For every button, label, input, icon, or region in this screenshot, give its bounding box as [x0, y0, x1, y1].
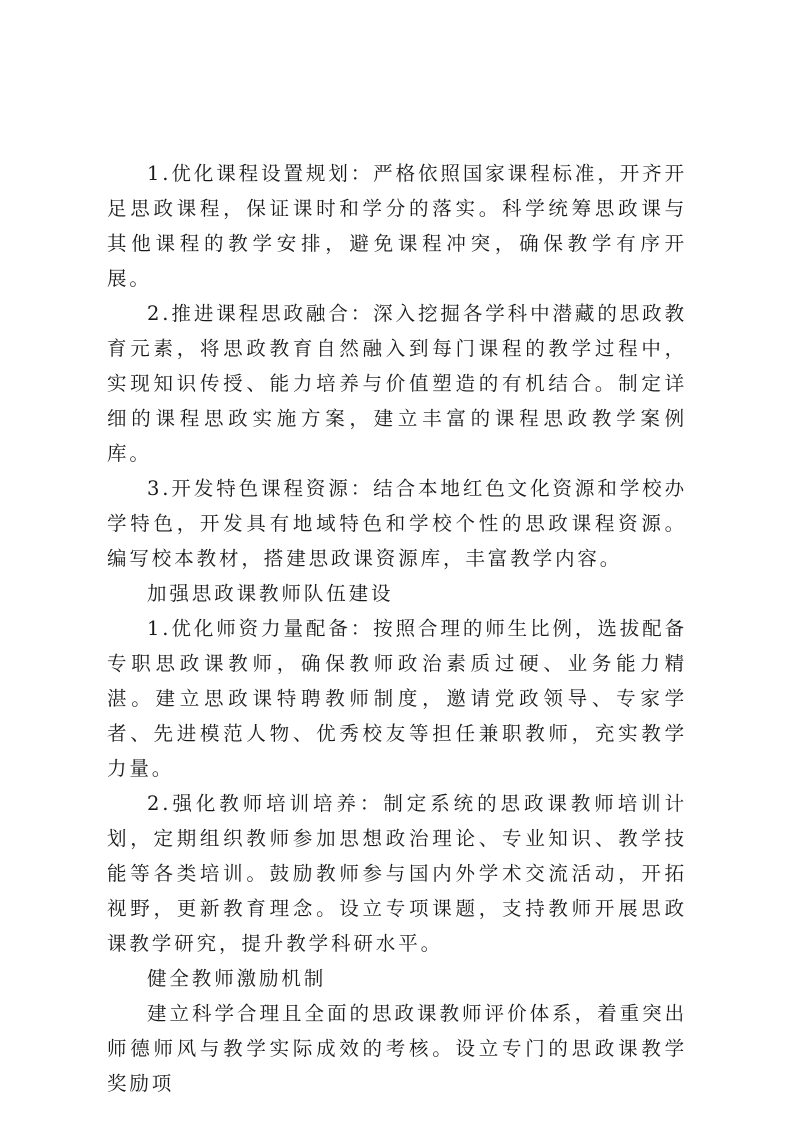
paragraph-course-planning: 1.优化课程设置规划：严格依照国家课程标准，开齐开足思政课程，保证课时和学分的落实。科学统筹思政课与其他课程的教学安排，避免课程冲突，确保教学有序开展。 — [107, 162, 687, 290]
paragraph-evaluation: 建立科学合理且全面的思政课教师评价体系，着重突出师德师风与教学实际成效的考核。设立专门的思政课教学奖励项 — [107, 1002, 687, 1095]
paragraph-course-resources: 3.开发特色课程资源：结合本地红色文化资源和学校办学特色，开发具有地域特色和学校个性的思政课程资源。编写校本教材，搭建思政课资源库，丰富教学内容。 — [107, 477, 687, 570]
paragraph-course-integration: 2.推进课程思政融合：深入挖掘各学科中潜藏的思政教育元素，将思政教育自然融入到每门课程的教学过程中，实现知识传授、能力培养与价值塑造的有机结合。制定详细的课程思政实施方案，建立丰富的课程思政教学案例库。 — [107, 302, 687, 465]
section-heading-teacher-team: 加强思政课教师队伍建设 — [147, 582, 394, 605]
paragraph-staffing: 1.优化师资力量配备：按照合理的师生比例，选拔配备专职思政课教师，确保教师政治素质过硬、业务能力精湛。建立思政课特聘教师制度，邀请党政领导、专家学者、先进模范人物、优秀校友等担任兼职教师，充实教学力量。 — [107, 617, 687, 780]
document-body — [107, 156, 687, 1101]
paragraph-teacher-training: 2.强化教师培训培养：制定系统的思政课教师培训计划，定期组织教师参加思想政治理论、专业知识、教学技能等各类培训。鼓励教师参与国内外学术交流活动，开拓视野，更新教育理念。设立专项课题，支持教师开展思政课教学研究，提升教学科研水平。 — [107, 792, 687, 955]
section-heading-incentive: 健全教师激励机制 — [147, 967, 327, 990]
